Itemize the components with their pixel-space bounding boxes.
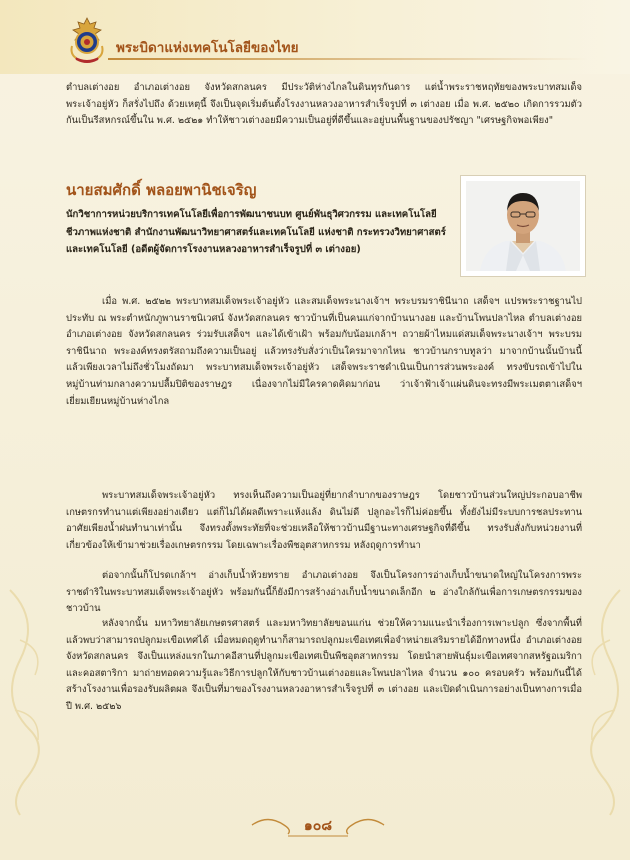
intro-paragraph: ตำบลเต่างอย อำเภอเต่างอย จังหวัดสกลนคร มีประวัติห่างไกลในดินทุรกันดาร แต่น้ำพระราชหฤทัยของพระบาทสมเด็จพระเจ้าอยู่หัว ก็สรั่งไปถึง ด้วยเหตุนี้ จึงเป็นจุดเริ่มต้นตั้งโรงงานหลวงอาหารสำเร็จรูปที่ ๓ เต่างอย เมื่อ พ.ศ. ๒๕๒๐ เกิดการรวมตัวกันเป็นรีสหกรณ์ขึ้นใน พ.ศ. ๒๕๒๑ ทำให้ชาวเต่างอยมีความเป็นอยู่ที่ดีขึ้นและอยู่บนพื้นฐานของปรัชญา "เศรษฐกิจพอเพียง" bbox=[66, 82, 582, 127]
body-paragraph-2: พระบาทสมเด็จพระเจ้าอยู่หัว ทรงเห็นถึงความเป็นอยู่ที่ยากลำบากของราษฎร โดยชาวบ้านส่วนใหญ่ประกอบอาชีพเกษตรกรทำนาแต่เพียงอย่างเดียว แต่ก็ไม่ได้ผลดีเพราะแห้งแล้ง ดินไม่ดี ปลูกอะไรก็ไม่ค่อยขึ้น ทั้งยังไม่มีระบบการชลประทาน อาศัยเพียงน้ำฝนทำนาเท่านั้น จึงทรงตั้งพระทัยที่จะช่วยเหลือให้ชาวบ้านมีฐานะทางเศรษฐกิจที่ดีขึ้น ทรงรับสั่งกับหน่วยงานที่เกี่ยวข้องให้เข้ามาช่วยเรื่องเกษตรกรรม โดยเฉพาะเรื่องพืชอุตสาหกรรม หลังฤดูการทำนา bbox=[66, 490, 582, 551]
portrait-frame bbox=[460, 175, 586, 277]
body-paragraph-3: ต่อจากนั้นก็โปรดเกล้าฯ อ่างเก็บน้ำห้วยทราย อำเภอเต่างอย จึงเป็นโครงการอ่างเก็บน้ำขนาดใหญ่ในโครงการพระราชดำริในพระบาทสมเด็จพระเจ้าอยู่หัว พร้อมกันนี้ก็ยังมีการสร้างอ่างเก็บน้ำขนาดเล็กอีก ๒ อ่างใกล้กันเพื่อการเกษตรกรรมของชาวบ้าน bbox=[66, 570, 582, 615]
section-title: พระบิดาแห่งเทคโนโลยีของไทย bbox=[116, 40, 299, 56]
person-role: นักวิชาการหน่วยบริการเทคโนโลยีเพื่อการพัฒนาชนบท ศูนย์พันธุวิศวกรรม และเทคโนโลยีชีวภาพแห่งชาติ สำนักงานพัฒนาวิทยาศาสตร์และเทคโนโลยี แห่งชาติ กระทรวงวิทยาศาสตร์และเทคโนโลยี (อดีตผู้จัดการโรงงานหลวงอาหารสำเร็จรูปที่ ๓ เต่างอย) bbox=[66, 209, 446, 256]
page-number: ๑๐๘ bbox=[303, 818, 333, 834]
left-flourish-ornament bbox=[0, 580, 60, 820]
body-paragraph-1: เมื่อ พ.ศ. ๒๕๒๒ พระบาทสมเด็จพระเจ้าอยู่หัว และสมเด็จพระนางเจ้าฯ พระบรมราชินีนาถ เสด็จฯ แปรพระราชฐานไปประทับ ณ พระตำหนักภูพานราชนิเวศน์ จังหวัดสกลนคร ชาวบ้านที่เป็นคนแก่จากบ้านนางอย และบ้านโพนปลาไหล ตำบลเต่างอย อำเภอเต่างอย จังหวัดสกลนคร ร่วมรับเสด็จฯ และได้เข้าเฝ้า พร้อมกับน้อมเกล้าฯ ถวายผ้าไหมแด่สมเด็จพระนางเจ้าฯ พระบรมราชินีนาถ พระองค์ทรงตรัสถามถึงความเป็นอยู่ แล้วทรงรับสั่งว่าเป็นใครมาจากไหน ชาวบ้านกราบทูลว่า มาจากบ้านนั้นบ้านนี้ แล้วเพียงเวลาไม่ถึงชั่วโมงถัดมา พระบาทสมเด็จพระเจ้าอยู่หัว เสด็จพระราชดำเนินเป็นการส่วนพระองค์ ทรงขับรถเข้าไปในหมู่บ้านท่ามกลางความปลื้มปิติของราษฎร เนื่องจากไม่มีใครคาดคิดมาก่อน ว่าเจ้าฟ้าเจ้าแผ่นดินจะทรงมีพระเมตตาเสด็จฯ เยี่ยมเยียนหมู่บ้านห่างไกล bbox=[66, 296, 582, 407]
body-paragraph-4: หลังจากนั้น มหาวิทยาลัยเกษตรศาสตร์ และมหาวิทยาลัยขอนแก่น ช่วยให้ความแนะนำเรื่องการเพาะปลูก ซึ่งจากพื้นที่แล้วพบว่าสามารถปลูกมะเขือเทศได้ เมื่อหมดฤดูทำนาก็สามารถปลูกมะเขือเทศเพื่อจำหน่ายเสริมรายได้อีกทางหนึ่ง อำเภอเต่างอย จังหวัดสกลนคร จึงเป็นแหล่งแรกในภาคอีสานที่ปลูกมะเขือเทศเป็นพืชอุตสาหกรรม โดยนำสายพันธุ์มะเขือเทศจากสหรัฐอเมริกา และคอสตาริกา มาถ่ายทอดความรู้และวิธีการปลูกให้กับชาวบ้านเต่างอยและโพนปลาไหล จำนวน ๑๐๐ ครอบครัว พร้อมกันนี้ได้สร้างโรงงานเพื่อรองรับผลิตผล จึงเป็นที่มาของโรงงานหลวงอาหารสำเร็จรูปที่ ๓ เต่างอย และเปิดดำเนินการอย่างเป็นทางการเมื่อปี พ.ศ. ๒๕๒๖ bbox=[66, 618, 582, 712]
portrait-photo bbox=[466, 181, 580, 271]
person-name: นายสมศักดิ์ พลอยพานิชเจริญ bbox=[66, 181, 257, 199]
right-flourish-ornament bbox=[570, 580, 630, 820]
royal-emblem-icon bbox=[66, 16, 108, 64]
header-divider bbox=[108, 58, 588, 60]
